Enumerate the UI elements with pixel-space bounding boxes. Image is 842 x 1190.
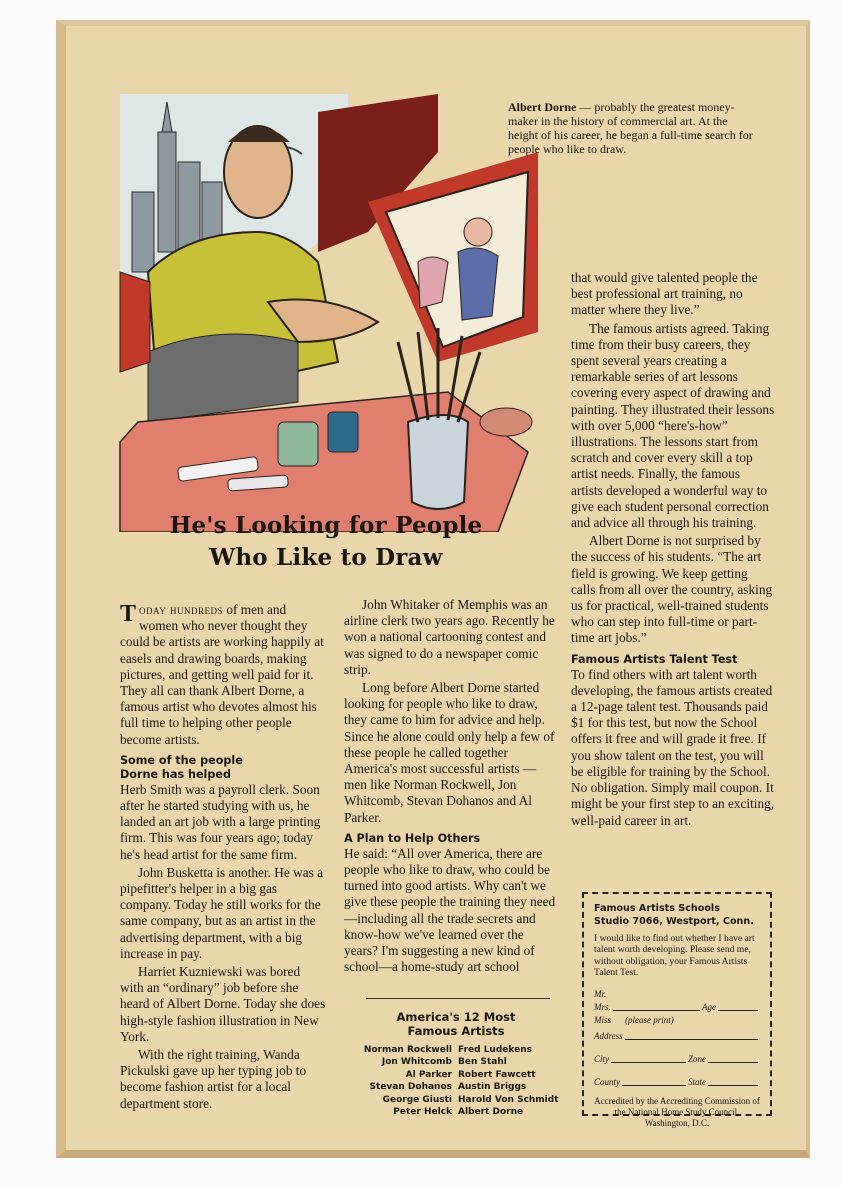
name-line[interactable] [613,1010,700,1011]
mr-field[interactable] [594,987,760,1000]
paragraph-plan: He said: “All over America, there are people who like to draw, who could be turned into good artists. Why can't we give these people the training they need—including all the trade secrets and know-how we've learned over the years? I'm suggesting a new kind of school—a home-study art school [344,845,556,975]
intro-paragraph [120,602,326,748]
artist-name: Stevan Dohanos [369,1082,452,1093]
state-line[interactable] [708,1085,758,1086]
artist-row [348,1094,578,1106]
artist-name: Harold Von Schmidt [458,1094,559,1105]
subhead-plan: A Plan to Help Others [344,831,481,845]
paragraph-john-whitaker: John Whitaker of Memphis was an airline clerk two years ago. Recently he won a national cartooning contest and was signed to do a newspaper comic strip. [344,597,555,677]
county-field[interactable] [594,1075,760,1088]
divider-rule [366,998,550,999]
zone-label: Zone [688,1053,706,1064]
county-line[interactable] [622,1085,686,1086]
artist-row [348,1069,578,1081]
headline-line-1: He's Looking for People [169,512,483,539]
artists-title-line-2: Famous Artists [407,1024,505,1038]
paragraph-herb-smith: Herb Smith was a payroll clerk. Soon after he started studying with us, he landed an art job with a large printing firm. This was four years ago; today he's head artist for the same firm. [120,781,321,862]
coupon-header-line-2: Studio 7066, Westport, Conn. [594,916,754,927]
artist-name: Albert Dorne [458,1107,524,1118]
artist-name: Al Parker [405,1069,452,1080]
comic-back-cover [56,20,810,1158]
mr-label: Mr. [594,988,607,999]
address-label: Address [594,1030,623,1041]
paragraph-john-busketta: John Busketta is another. He was a pipefitter's helper in a big gas company. Today he still works for the same company, but as an artist in the advertising department, with a big increase in pay. [120,864,324,961]
county-label: County [594,1076,620,1087]
coupon-header-line-1: Famous Artists Schools [594,903,720,914]
artist-name: Norman Rockwell [363,1045,452,1055]
artist-row [348,1044,578,1056]
caption-name: Albert Dorne [508,100,577,114]
zone-line[interactable] [708,1062,758,1063]
artist-name: Peter Helck [393,1107,452,1118]
artist-name: Ben Stahl [458,1057,507,1068]
mrs-label: Mrs. [594,1001,611,1012]
headline-line-2: Who Like to Draw [209,544,443,571]
text-column-1 [120,602,326,1114]
artist-row [348,1106,578,1118]
artist-name: Jon Whitcomb [381,1057,452,1068]
paragraph-artists-agreed: The famous artists agreed. Taking time from their busy careers, they spent several years creating a remarkable series of art lessons covering every aspect of drawing and painting. They illustrated their lessons with over 5,000 “here's-how” illustrations. The lessons start from scratch and cover every skill a top artist needs. Finally, the famous artists developed a wonderful way to give each student personal correction and advice all through his training. [571,320,775,531]
headline [126,510,526,574]
city-label: City [594,1053,609,1064]
artists-list [348,1044,578,1118]
lead-caps: oday hundreds [139,602,224,617]
miss-field [594,1013,760,1026]
artist-name: Fred Ludekens [458,1045,532,1055]
artist-row [348,1081,578,1093]
coupon-header [594,902,760,928]
age-line[interactable] [718,1010,758,1011]
illustration-caption [508,100,758,156]
artists-title-line-1: America's 12 Most [396,1010,516,1024]
drop-cap: T [120,601,137,627]
text-column-2 [344,597,556,977]
mail-coupon[interactable] [582,892,772,1128]
state-label: State [688,1076,706,1087]
mrs-field[interactable] [594,1000,760,1013]
paragraph-success: Albert Dorne is not surprised by the success of his students. “The art field is growing. We keep getting calls from all over the country, asking us for practical, well-trained students who can step into full-time or part-time art jobs.” [571,533,773,646]
subhead-talent-test: Famous Artists Talent Test [571,652,738,666]
subhead-line-2: Dorne has helped [120,767,231,781]
city-field[interactable] [594,1052,760,1065]
coupon-text: I would like to find out whether I have art talent worth developing. Please send me, without obligation, your Famous Artists Talent Test. [594,933,755,979]
please-print-note: (please print) [625,1014,674,1025]
paragraph-talent-test: To find others with art talent worth developing, the famous artists created a 12-page talent test. Thousands paid $1 for this test, but now the School offers it free and will grade it free. If you show talent on the test, you will be eligible for training by the School. No obligation. Simply mail coupon. It might be your first step to an exciting, well-paid career in art. [571,666,775,828]
miss-label: Miss [594,1014,612,1025]
artist-name: Robert Fawcett [458,1069,536,1080]
albert-dorne-illustration [118,92,538,532]
intro-text: of men and women who never thought they could be artists are working happily at easels and drawing boards, making pictures, and getting well paid for it. They all can thank Albert Dorne, a famous artist who devotes almost his full time to helping other people become artists. [120,602,324,747]
caption-text: — probably the greatest money-maker in the history of commercial art. At the height of his career, he began a full-time search for people who like to draw. [508,100,753,156]
artist-name: George Giusti [382,1094,452,1105]
address-field[interactable] [594,1029,760,1042]
artist-name: Austin Briggs [458,1082,527,1093]
subhead-line-1: Some of the people [120,753,243,767]
subhead-people-helped [120,754,326,782]
artist-row [348,1056,578,1068]
paragraph-harriet-kuzniewski: Harriet Kuzniewski was bored with an “ordinary” job before she heard of Albert Dorne. Today she does high-style fashion illustration in New York. [120,964,326,1044]
address-line[interactable] [625,1039,758,1040]
paragraph-dorne-search: Long before Albert Dorne started looking for people who like to draw, they came to him for advice and help. Since he alone could only help a few of these people he called together America's most successful artists —men like Norman Rockwell, Jon Whitcomb, Stevan Dohanos and Al Parker. [344,680,555,825]
text-column-3 [571,270,775,831]
artists-list-title [356,1010,556,1038]
city-line[interactable] [611,1062,686,1063]
paragraph-wanda-pickulski: With the right training, Wanda Pickulski gave up her typing job to become fashion artist for a local department store. [120,1047,307,1111]
age-label: Age [702,1001,716,1012]
accreditation-note: Accredited by the Accrediting Commission of the National Home Study Council, Washington, D.C. [594,1095,760,1128]
paragraph-continued: that would give talented people the best professional art training, no matter where they live.” [571,270,758,318]
